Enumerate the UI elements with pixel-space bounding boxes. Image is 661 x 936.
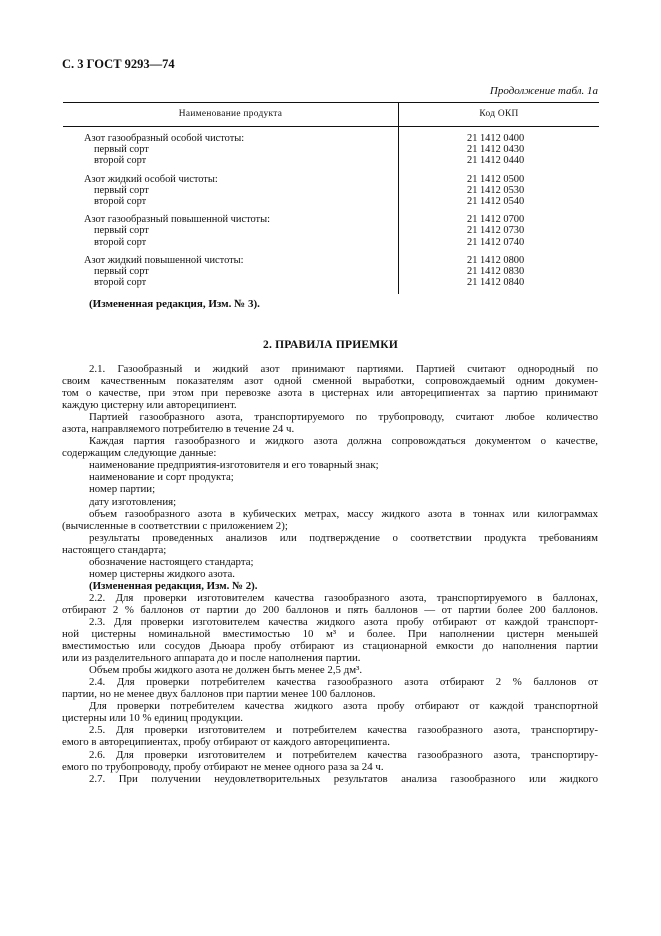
okp-code: 21 1412 0530 — [467, 184, 525, 196]
list-item: номер цистерны жидкого азота. — [89, 567, 235, 580]
text-line: 2.3. Для проверки изготовителем качества жидкого азота пробу отбирают от каждой транспорт- — [89, 615, 598, 628]
text-line: 2.6. Для проверки изготовителем и потребителем качества газообразного азота, транспортиру- — [89, 748, 598, 761]
table-row — [63, 196, 599, 207]
table-row — [63, 144, 599, 155]
text-line: том о качестве, при этом при перевозке азота в цистернах или автореципиентах за партию принимают — [62, 387, 598, 400]
list-item: результаты проведенных анализов или подтверждение о соответствии продукта требованиям — [89, 531, 598, 544]
list-item: наименование предприятия-изготовителя и его товарный знак; — [89, 459, 379, 472]
text-line: Каждая партия газообразного и жидкого азота должна сопровождаться документом о качестве, — [89, 435, 598, 448]
table-continuation-caption: Продолжение табл. 1а — [489, 85, 598, 97]
text-line: емого в автореципиентах, пробу отбирают от каждого автореципиента. — [62, 736, 390, 749]
text-line: или из разделительного аппарата до и после наполнения партии. — [62, 652, 361, 665]
okp-code: 21 1412 0830 — [467, 266, 525, 278]
product-grade: второй сорт — [94, 155, 147, 167]
table-row — [63, 277, 599, 294]
page-header: С. 3 ГОСТ 9293—74 — [62, 57, 175, 71]
table-header-row — [63, 103, 599, 127]
product-grade: первый сорт — [94, 266, 149, 278]
table-row — [63, 266, 599, 277]
amendment-note: (Измененная редакция, Изм. № 3). — [89, 298, 260, 310]
text-line: отбирают 2 % баллонов от партии до 200 баллонов и пять баллонов — от партии более 200 баллонов. — [62, 603, 598, 616]
okp-code: 21 1412 0540 — [467, 196, 525, 208]
table-row — [63, 155, 599, 166]
text-line: вместимостью или сосудов Дьюара пробу отбирают из стационарной емкости до наполнения партии — [62, 640, 598, 653]
list-item: наименование и сорт продукта; — [89, 471, 234, 484]
product-group-name: Азот жидкий повышенной чистоты: — [63, 248, 399, 266]
text-line: 2.5. Для проверки изготовителем и потребителем качества газообразного азота, транспортиру- — [89, 724, 598, 737]
product-grade: второй сорт — [94, 196, 147, 208]
text-line: 2.7. При получении неудовлетворительных результатов анализа газообразного или жидкого — [89, 772, 598, 785]
column-header-product-name: Наименование продукта — [63, 103, 399, 127]
text-line: партии, но не менее двух баллонов при партии менее 100 баллонов. — [62, 688, 376, 701]
text-line: 2.1. Газообразный и жидкий азот принимают партиями. Партией считают однородный по — [89, 363, 598, 375]
product-group-name: Азот газообразный повышенной чистоты: — [63, 207, 399, 225]
okp-code: 21 1412 0840 — [467, 277, 525, 289]
column-header-okp-code: Код ОКП — [399, 103, 600, 127]
product-grade: второй сорт — [94, 236, 147, 248]
okp-code: 21 1412 0400 — [467, 133, 525, 144]
section-title: 2. ПРАВИЛА ПРИЕМКИ — [263, 339, 398, 351]
amendment-note: (Измененная редакция, Изм. № 2). — [89, 579, 258, 592]
text-line: Объем пробы жидкого азота не должен быть менее 2,5 дм³. — [89, 664, 363, 677]
product-grade: второй сорт — [94, 277, 147, 289]
text-line: содержащим следующие данные: — [62, 447, 217, 460]
okp-code: 21 1412 0740 — [467, 236, 525, 248]
okp-code: 21 1412 0500 — [467, 173, 525, 185]
table-row — [63, 237, 599, 248]
text-line: емого по трубопроводу, пробу отбирают не менее одного раза за 24 ч. — [62, 760, 384, 773]
okp-code: 21 1412 0700 — [467, 214, 525, 226]
product-group-name: Азот жидкий особой чистоты: — [63, 167, 399, 185]
table-row — [63, 185, 599, 196]
table-row — [63, 225, 599, 236]
list-item: номер партии; — [89, 483, 156, 496]
list-item: объем газообразного азота в кубических метрах, массу жидкого азота в тоннах или килограммах — [89, 507, 598, 520]
table-row — [63, 248, 599, 266]
okp-code: 21 1412 0440 — [467, 155, 525, 167]
product-grade: первый сорт — [94, 144, 149, 156]
list-item: обозначение настоящего стандарта; — [89, 555, 254, 568]
text-line: настоящего стандарта; — [62, 543, 167, 556]
text-line: ной цистерны номинальной вместимостью 10 м³ и более. При наполнении цистерн меньшей — [62, 628, 598, 641]
text-line: каждую цистерну или автореципиент. — [62, 399, 237, 412]
text-line: своим качественным показателям азот одной сменной выработки, сопровождаемый одним докумен- — [62, 375, 598, 388]
text-line: цистерны или 10 % единиц продукции. — [62, 712, 243, 725]
okp-code: 21 1412 0800 — [467, 254, 525, 266]
okp-code: 21 1412 0430 — [467, 144, 525, 156]
product-group-name: Азот газообразный особой чистоты: — [63, 127, 399, 145]
table-row — [63, 167, 599, 185]
text-line: (вычисленные в соответствии с приложением 2); — [62, 519, 288, 532]
section-body — [62, 363, 598, 785]
okp-code-table — [63, 102, 599, 294]
text-line: 2.4. Для проверки потребителем качества газообразного азота отбирают 2 % баллонов от — [89, 676, 598, 689]
product-grade: первый сорт — [94, 184, 149, 196]
text-line: Партией газообразного азота, транспортируемого по трубопроводу, считают любое количество — [89, 411, 598, 424]
okp-code: 21 1412 0730 — [467, 225, 525, 237]
table-row — [63, 127, 599, 145]
text-line: Для проверки потребителем качества жидкого азота пробу отбирают от каждой транспортной — [89, 700, 598, 713]
list-item: дату изготовления; — [89, 495, 177, 508]
text-line: азота, направляемого потребителю в течение 24 ч. — [62, 423, 295, 436]
table-row — [63, 207, 599, 225]
text-line: 2.2. Для проверки изготовителем качества газообразного азота, транспортируемого в баллонах, — [89, 591, 598, 604]
product-grade: первый сорт — [94, 225, 149, 237]
